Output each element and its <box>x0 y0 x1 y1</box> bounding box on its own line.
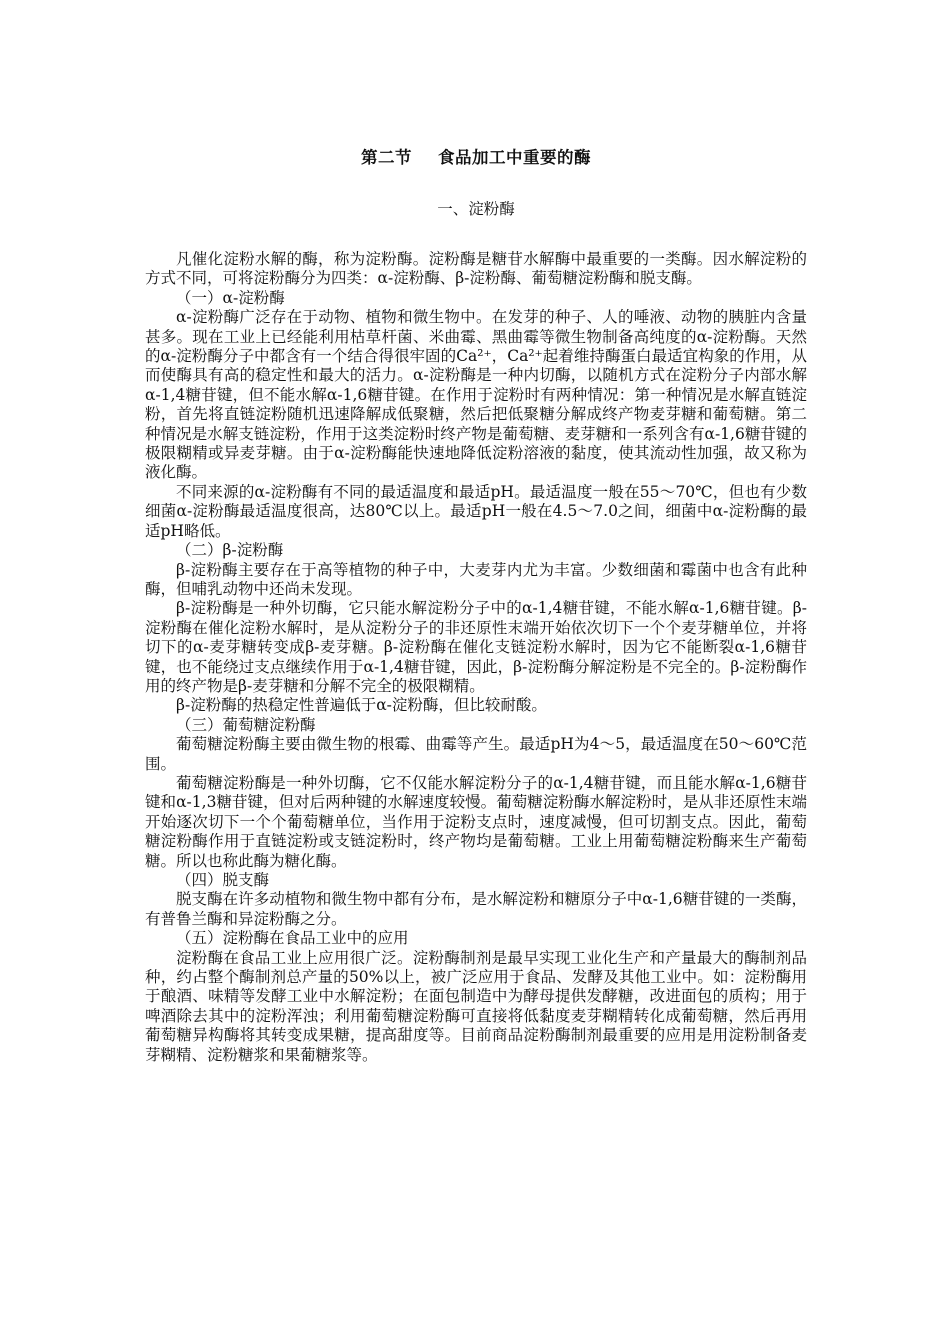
subsection-heading-2: （二）β-淀粉酶 <box>176 541 284 560</box>
paragraph: 葡萄糖淀粉酶是一种外切酶，它不仅能水解淀粉分子的α-1,4糖苷键，而且能水解α-1,6糖苷键和α-1,3糖苷键，但对后两种键的水解速度较慢。葡萄糖淀粉酶水解淀粉时，是从非还原性末端开始逐次切下一个个葡萄糖单位，当作用于淀粉支点时，速度减慢，但可切割支点。因此，葡萄糖淀粉酶作用于直链淀粉或支链淀粉时，终产物均是葡萄糖。工业上用葡萄糖淀粉酶来生产葡萄糖。所以也称此酶为糖化酶。 <box>145 773 807 870</box>
title-part1: 第二节 <box>361 148 412 167</box>
paragraph: 不同来源的α-淀粉酶有不同的最适温度和最适pH。最适温度一般在55～70℃，但也有少数细菌α-淀粉酶最适温度很高，达80℃以上。最适pH一般在4.5～7.0之间，细菌中α-淀粉酶的最适pH略低。 <box>145 482 807 540</box>
page-title <box>145 140 807 176</box>
document-page <box>145 140 807 1065</box>
paragraph: 葡萄糖淀粉酶主要由微生物的根霉、曲霉等产生。最适pH为4～5，最适温度在50～60℃范围。 <box>145 735 807 773</box>
subsection-heading-1: （一）α-淀粉酶 <box>176 288 285 307</box>
subsection-heading-5: （五）淀粉酶在食品工业中的应用 <box>176 929 409 948</box>
paragraph: β-淀粉酶是一种外切酶，它只能水解淀粉分子中的α-1,4糖苷键，不能水解α-1,6糖苷键。β-淀粉酶在催化淀粉水解时，是从淀粉分子的非还原性末端开始依次切下一个个麦芽糖单位，并将切下的α-麦芽糖转变成β-麦芽糖。β-淀粉酶在催化支链淀粉水解时，因为它不能断裂α-1,6糖苷键，也不能绕过支点继续作用于α-1,4糖苷键，因此，β-淀粉酶分解淀粉是不完全的。β-淀粉酶作用的终产物是β-麦芽糖和分解不完全的极限糊精。 <box>145 599 807 695</box>
paragraph: α-淀粉酶广泛存在于动物、植物和微生物中。在发芽的种子、人的唾液、动物的胰脏内含量甚多。现在工业上已经能利用枯草杆菌、米曲霉、黑曲霉等微生物制备高纯度的α-淀粉酶。天然的α-淀粉酶分子中都含有一个结合得很牢固的Ca²⁺，Ca²⁺起着维持酶蛋白最适宜构象的作用，从而使酶具有高的稳定性和最大的活力。α-淀粉酶是一种内切酶，以随机方式在淀粉分子内部水解α-1,4糖苷键，但不能水解α-1,6糖苷键。在作用于淀粉时有两种情况：第一种情况是水解直链淀粉，首先将直链淀粉随机迅速降解成低聚糖，然后把低聚糖分解成终产物麦芽糖和葡萄糖。第二种情况是水解支链淀粉，作用于这类淀粉时终产物是葡萄糖、麦芽糖和一系列含有α-1,6糖苷键的极限糊精或异麦芽糖。由于α-淀粉酶能快速地降低淀粉溶液的黏度，使其流动性加强，故又称为液化酶。 <box>145 308 807 482</box>
title-part2: 食品加工中重要的酶 <box>438 148 591 167</box>
paragraph: β-淀粉酶的热稳定性普遍低于α-淀粉酶，但比较耐酸。 <box>176 696 547 715</box>
intro-paragraph: 凡催化淀粉水解的酶，称为淀粉酶。淀粉酶是糖苷水解酶中最重要的一类酶。因水解淀粉的方式不同，可将淀粉酶分为四类：α-淀粉酶、β-淀粉酶、葡萄糖淀粉酶和脱支酶。 <box>145 250 807 288</box>
paragraph: β-淀粉酶主要存在于高等植物的种子中，大麦芽内尤为丰富。少数细菌和霉菌中也含有此种酶，但哺乳动物中还尚未发现。 <box>145 560 807 598</box>
paragraph: 脱支酶在许多动植物和微生物中都有分布，是水解淀粉和糖原分子中α-1,6糖苷键的一类酶，有普鲁兰酶和异淀粉酶之分。 <box>145 890 807 928</box>
subsection-heading-4: （四）脱支酶 <box>176 871 270 889</box>
subsection-heading-3: （三）葡萄糖淀粉酶 <box>176 715 316 734</box>
section-heading: 一、淀粉酶 <box>437 200 515 218</box>
paragraph: 淀粉酶在食品工业上应用很广泛。淀粉酶制剂是最早实现工业化生产和产量最大的酶制剂品种，约占整个酶制剂总产量的50%以上，被广泛应用于食品、发酵及其他工业中。如：淀粉酶用于酿酒、味精等发酵工业中水解淀粉；在面包制造中为酵母提供发酵糖，改进面包的质构；用于啤酒除去其中的淀粉浑浊；利用葡萄糖淀粉酶可直接将低黏度麦芽糊精转化成葡萄糖，然后再用葡萄糖异构酶将其转变成果糖，提高甜度等。目前商品淀粉酶制剂最重要的应用是用淀粉制备麦芽糊精、淀粉糖浆和果葡糖浆等。 <box>145 948 807 1064</box>
